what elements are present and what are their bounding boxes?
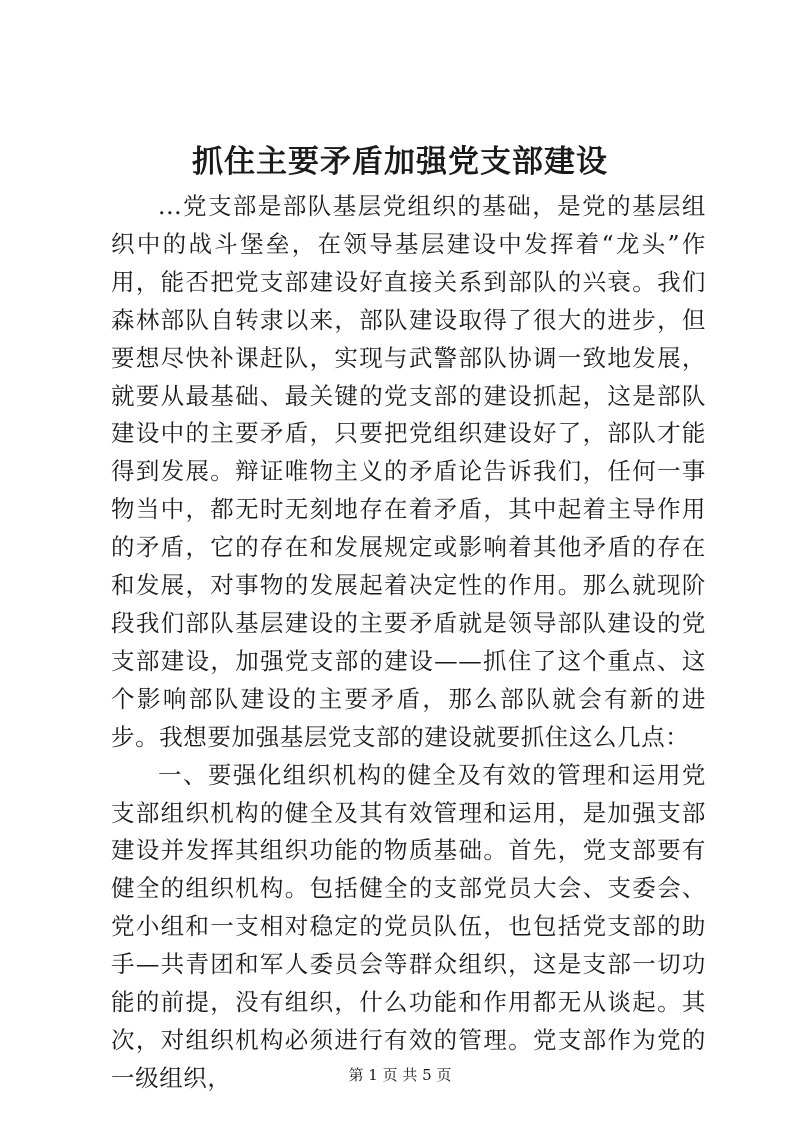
paragraph-intro: ...党支部是部队基层党组织的基础，是党的基层组织中的战斗堡垒，在领导基层建设中发挥着“龙头”作用，能否把党支部建设好直接关系到部队的兴衰。我们森林部队自转隶以来，部队建设取得了很大的进步，但要想尽快补课赶队，实现与武警部队协调一致地发展，就要从最基础、最关键的党支部的建设抓起，这是部队建设中的主要矛盾，只要把党组织建设好了，部队才能得到发展。辩证唯物主义的矛盾论告诉我们，任何一事物当中，都无时无刻地存在着矛盾，其中起着主导作用的矛盾，它的存在和发展规定或影响着其他矛盾的存在和发展，对事物的发展起着决定性的作用。那么就现阶段我们部队基层建设的主要矛盾就是领导部队建设的党支部建设，加强党支部的建设——抓住了这个重点、这个影响部队建设的主要矛盾，那么部队就会有新的进步。我想要加强基层党支部的建设就要抓住这么几点： (111, 192, 706, 751)
paragraph-section-one: 一、要强化组织机构的健全及有效的管理和运用党支部组织机构的健全及其有效管理和运用，是加强支部建设并发挥其组织功能的物质基础。首先，党支部要有健全的组织机构。包括健全的支部党员大会、支委会、党小组和一支相对稳定的党员队伍，也包括党支部的助手—共青团和军人委员会等群众组织，这是支部一切功能的前提，没有组织，什么功能和作用都无从谈起。其次，对组织机构必须进行有效的管理。党支部作为党的一级组织， (111, 760, 706, 1092)
page-number-footer: 第 1 页 共 5 页 (348, 1066, 452, 1084)
document-body (111, 188, 706, 1098)
document-title: 抓住主要矛盾加强党支部建设 (192, 144, 608, 180)
